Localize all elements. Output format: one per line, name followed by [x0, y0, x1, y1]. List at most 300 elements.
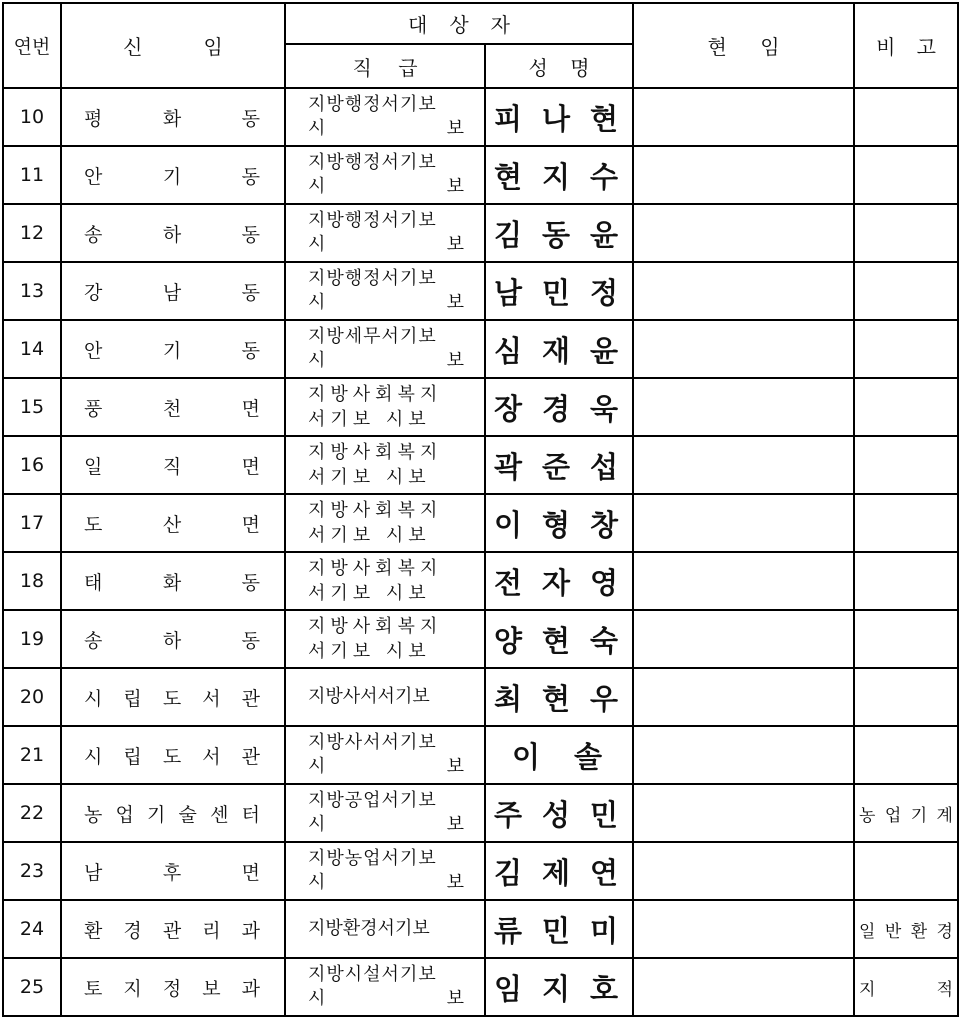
- name-char: 준: [542, 449, 577, 484]
- table-row: [3, 610, 958, 668]
- name-char: 곽: [493, 449, 528, 484]
- rank-cell: [285, 784, 485, 842]
- name-char: 현: [493, 159, 528, 194]
- rank-cell: [285, 262, 485, 320]
- table-row: [3, 958, 958, 1016]
- remarks-char: 지: [859, 979, 876, 1000]
- new-post-char: 기: [162, 339, 182, 362]
- row-number: 11: [3, 146, 61, 204]
- table-row: [3, 88, 958, 146]
- new-post-char: 남: [162, 281, 182, 304]
- name-char: 지: [542, 159, 577, 194]
- header-char: 성: [528, 55, 548, 80]
- header-char: 현: [707, 35, 727, 59]
- table-row: [3, 552, 958, 610]
- rank-char: 보: [446, 176, 464, 197]
- table-row: [3, 204, 958, 262]
- new-post-cell: [61, 958, 285, 1016]
- row-number: 24: [3, 900, 61, 958]
- name-char: 심: [493, 333, 528, 368]
- current-post-cell: [633, 610, 854, 668]
- new-post-char: 면: [241, 397, 260, 420]
- rank-cell: [285, 146, 485, 204]
- name-cell: [485, 552, 633, 610]
- current-post-cell: [633, 842, 854, 900]
- rank-line: 서기보 시보: [308, 409, 431, 430]
- new-post-char: 토: [84, 977, 103, 1000]
- current-post-cell: [633, 552, 854, 610]
- new-post-cell: [61, 320, 285, 378]
- new-post-char: 업: [115, 803, 134, 826]
- rank-cell: [285, 204, 485, 262]
- rank-char: 보: [446, 118, 464, 139]
- rank-char: 시: [308, 872, 326, 893]
- new-post-char: 시: [84, 745, 103, 768]
- new-post-cell: [61, 668, 285, 726]
- name-cell: [485, 320, 633, 378]
- new-post-cell: [61, 378, 285, 436]
- name-char: 양: [493, 623, 528, 658]
- current-post-cell: [633, 726, 854, 784]
- new-post-char: 도: [162, 687, 182, 710]
- new-post-char: 면: [241, 513, 260, 536]
- new-post-char: 동: [241, 107, 260, 130]
- new-post-char: 송: [84, 223, 103, 246]
- header-new-post: [61, 3, 285, 88]
- header-remarks: [854, 3, 958, 88]
- rank-line: 지방사회복지: [308, 384, 443, 405]
- remarks-cell: [854, 494, 958, 552]
- current-post-cell: [633, 494, 854, 552]
- rank-char: 보: [446, 350, 464, 371]
- header-current-post: [633, 3, 854, 88]
- new-post-cell: [61, 436, 285, 494]
- new-post-char: 센: [210, 803, 229, 826]
- remarks-char: 기: [910, 805, 928, 826]
- table-body: [3, 88, 958, 1016]
- row-number: 15: [3, 378, 61, 436]
- table-row: [3, 320, 958, 378]
- rank-cell: [285, 494, 485, 552]
- header-char: 직: [352, 55, 372, 80]
- name-char: 동: [542, 217, 577, 252]
- name-char: 이: [512, 739, 547, 774]
- row-number: 14: [3, 320, 61, 378]
- rank-cell: [285, 958, 485, 1016]
- new-post-char: 산: [162, 513, 182, 536]
- rank-line: [308, 755, 464, 779]
- remarks-cell: [854, 552, 958, 610]
- rank-line: 지방행정서기보: [308, 210, 437, 231]
- name-char: 윤: [590, 333, 625, 368]
- new-post-cell: [61, 726, 285, 784]
- current-post-cell: [633, 320, 854, 378]
- new-post-cell: [61, 146, 285, 204]
- table-row: [3, 436, 958, 494]
- row-number: 16: [3, 436, 61, 494]
- remarks-char: 업: [884, 805, 902, 826]
- row-number: 13: [3, 262, 61, 320]
- new-post-cell: [61, 784, 285, 842]
- rank-char: 보: [446, 234, 464, 255]
- current-post-cell: [633, 378, 854, 436]
- new-post-char: 동: [241, 281, 260, 304]
- name-char: 민: [542, 275, 577, 310]
- new-post-char: 터: [241, 803, 260, 826]
- header-rank-text: [286, 52, 484, 81]
- remarks-cell: [854, 726, 958, 784]
- new-post-char: 지: [123, 977, 142, 1000]
- rank-line: 서기보 시보: [308, 641, 431, 662]
- header-seq: 연번: [3, 3, 61, 88]
- name-char: 김: [493, 217, 528, 252]
- name-char: 숙: [590, 623, 625, 658]
- rank-line: 지방사회복지: [308, 500, 443, 521]
- rank-char: 시: [308, 814, 326, 835]
- header-char: 자: [490, 13, 510, 37]
- rank-char: 시: [308, 350, 326, 371]
- rank-char: 시: [308, 756, 326, 777]
- table-row: [3, 784, 958, 842]
- name-char: 김: [493, 855, 528, 890]
- header-char: 급: [398, 55, 418, 80]
- name-char: 수: [590, 159, 625, 194]
- name-char: 민: [590, 797, 625, 832]
- new-post-char: 안: [84, 165, 103, 188]
- name-char: 지: [542, 971, 577, 1006]
- new-post-char: 보: [202, 977, 221, 1000]
- rank-line: [308, 175, 464, 199]
- new-post-char: 직: [162, 455, 182, 478]
- header-rank: [285, 44, 485, 88]
- current-post-cell: [633, 204, 854, 262]
- rank-line: 지방시설서기보: [308, 964, 437, 985]
- remarks-cell: [854, 88, 958, 146]
- new-post-char: 일: [84, 455, 103, 478]
- new-post-char: 면: [241, 455, 260, 478]
- name-cell: [485, 494, 633, 552]
- row-number: 20: [3, 668, 61, 726]
- name-char: 현: [590, 101, 625, 136]
- row-number: 25: [3, 958, 61, 1016]
- new-post-char: 남: [84, 861, 103, 884]
- name-cell: [485, 900, 633, 958]
- rank-text: 지방환경서기보: [308, 918, 430, 939]
- new-post-cell: [61, 494, 285, 552]
- rank-char: 보: [446, 292, 464, 313]
- remarks-cell: [854, 320, 958, 378]
- name-char: 제: [542, 855, 577, 890]
- remarks-cell: [854, 146, 958, 204]
- rank-line: [308, 987, 464, 1011]
- rank-line: 서기보 시보: [308, 525, 431, 546]
- new-post-char: 술: [178, 803, 197, 826]
- new-post-cell: [61, 552, 285, 610]
- remarks-cell: [854, 262, 958, 320]
- name-cell: [485, 842, 633, 900]
- new-post-char: 관: [241, 687, 260, 710]
- name-char: 류: [493, 913, 528, 948]
- rank-line: 지방사서서기보: [308, 732, 437, 753]
- name-char: 연: [590, 855, 625, 890]
- rank-text: 지방사서서기보: [308, 686, 430, 707]
- name-char: 주: [493, 797, 528, 832]
- name-char: 영: [590, 565, 625, 600]
- header-char: 고: [916, 35, 936, 59]
- rank-line: 지방사회복지: [308, 558, 443, 579]
- name-char: 최: [493, 681, 528, 716]
- header-remarks-text: [855, 31, 957, 60]
- new-post-char: 동: [241, 339, 260, 362]
- name-char: 미: [590, 913, 625, 948]
- name-char: 창: [590, 507, 625, 542]
- remarks-char: 반: [884, 921, 902, 942]
- remarks-cell: [854, 842, 958, 900]
- new-post-cell: [61, 900, 285, 958]
- new-post-char: 정: [162, 977, 182, 1000]
- remarks-cell: [854, 378, 958, 436]
- rank-line: [308, 291, 464, 315]
- name-char: 남: [493, 275, 528, 310]
- remarks-cell: [854, 610, 958, 668]
- row-number: 21: [3, 726, 61, 784]
- new-post-char: 관: [162, 919, 182, 942]
- header-name: [485, 44, 633, 88]
- current-post-cell: [633, 262, 854, 320]
- name-char: 솔: [574, 739, 609, 774]
- rank-cell: [285, 378, 485, 436]
- new-post-cell: [61, 842, 285, 900]
- header-char: 신: [123, 35, 143, 59]
- name-char: 임: [493, 971, 528, 1006]
- table-row: [3, 378, 958, 436]
- rank-char: 시: [308, 988, 326, 1009]
- rank-cell: [285, 88, 485, 146]
- rank-char: 시: [308, 118, 326, 139]
- row-number: 23: [3, 842, 61, 900]
- header-char: 임: [760, 35, 780, 59]
- rank-line: 지방농업서기보: [308, 848, 437, 869]
- remarks-char: 계: [936, 805, 953, 826]
- new-post-cell: [61, 262, 285, 320]
- new-post-char: 기: [162, 165, 182, 188]
- name-char: 나: [542, 101, 577, 136]
- rank-line: 서기보 시보: [308, 467, 431, 488]
- rank-char: 시: [308, 176, 326, 197]
- new-post-char: 송: [84, 629, 103, 652]
- remarks-cell: [854, 900, 958, 958]
- new-post-char: 태: [84, 571, 103, 594]
- rank-char: 시: [308, 292, 326, 313]
- new-post-char: 과: [241, 977, 260, 1000]
- new-post-char: 립: [123, 687, 142, 710]
- new-post-char: 관: [241, 745, 260, 768]
- new-post-char: 경: [123, 919, 142, 942]
- name-char: 섭: [590, 449, 625, 484]
- new-post-char: 기: [147, 803, 166, 826]
- name-char: 정: [590, 275, 625, 310]
- new-post-char: 동: [241, 165, 260, 188]
- rank-cell: [285, 842, 485, 900]
- table-row: [3, 726, 958, 784]
- name-cell: [485, 784, 633, 842]
- table-row: [3, 494, 958, 552]
- name-char: 현: [542, 681, 577, 716]
- name-char: 이: [493, 507, 528, 542]
- current-post-cell: [633, 900, 854, 958]
- remarks-cell: [854, 436, 958, 494]
- new-post-char: 시: [84, 687, 103, 710]
- remarks-cell: [854, 958, 958, 1016]
- remarks-char: 농: [859, 805, 876, 826]
- remarks-cell: [854, 204, 958, 262]
- name-char: 성: [542, 797, 577, 832]
- header-char: 상: [449, 13, 469, 37]
- rank-line: [308, 349, 464, 373]
- rank-line: [308, 813, 464, 837]
- name-cell: [485, 146, 633, 204]
- rank-line: [308, 233, 464, 257]
- rank-cell: [285, 900, 485, 958]
- header-current-post-text: [634, 31, 853, 60]
- name-char: 우: [590, 681, 625, 716]
- name-char: 자: [542, 565, 577, 600]
- new-post-char: 서: [202, 745, 221, 768]
- rank-cell: [285, 320, 485, 378]
- new-post-char: 동: [241, 223, 260, 246]
- table-row: [3, 146, 958, 204]
- name-cell: [485, 958, 633, 1016]
- rank-line: 지방공업서기보: [308, 790, 437, 811]
- new-post-char: 화: [162, 571, 182, 594]
- table-row: [3, 900, 958, 958]
- rank-line: [308, 871, 464, 895]
- name-cell: [485, 262, 633, 320]
- new-post-char: 안: [84, 339, 103, 362]
- name-cell: [485, 668, 633, 726]
- current-post-cell: [633, 668, 854, 726]
- rank-cell: [285, 610, 485, 668]
- new-post-char: 하: [162, 223, 182, 246]
- new-post-char: 과: [241, 919, 260, 942]
- new-post-cell: [61, 610, 285, 668]
- current-post-cell: [633, 146, 854, 204]
- name-cell: [485, 378, 633, 436]
- rank-cell: [285, 552, 485, 610]
- new-post-char: 서: [202, 687, 221, 710]
- rank-line: 지방사회복지: [308, 442, 443, 463]
- remarks-cell: [854, 668, 958, 726]
- new-post-char: 리: [202, 919, 221, 942]
- rank-char: 시: [308, 234, 326, 255]
- new-post-char: 후: [162, 861, 182, 884]
- row-number: 10: [3, 88, 61, 146]
- new-post-char: 강: [84, 281, 103, 304]
- row-number: 18: [3, 552, 61, 610]
- name-cell: [485, 610, 633, 668]
- row-number: 17: [3, 494, 61, 552]
- rank-line: 지방세무서기보: [308, 326, 437, 347]
- name-char: 형: [542, 507, 577, 542]
- rank-char: 보: [446, 756, 464, 777]
- rank-line: 지방행정서기보: [308, 94, 437, 115]
- header-char: 명: [570, 55, 590, 80]
- name-char: 경: [542, 391, 577, 426]
- rank-cell: [285, 668, 485, 726]
- current-post-cell: [633, 784, 854, 842]
- rank-line: 서기보 시보: [308, 583, 431, 604]
- current-post-cell: [633, 958, 854, 1016]
- name-char: 민: [542, 913, 577, 948]
- name-cell: [485, 204, 633, 262]
- new-post-cell: [61, 88, 285, 146]
- name-char: 전: [493, 565, 528, 600]
- personnel-table: [2, 2, 959, 1017]
- name-char: 욱: [590, 391, 625, 426]
- new-post-char: 하: [162, 629, 182, 652]
- rank-cell: [285, 436, 485, 494]
- rank-line: 지방행정서기보: [308, 268, 437, 289]
- new-post-char: 평: [84, 107, 103, 130]
- table-row: [3, 262, 958, 320]
- new-post-cell: [61, 204, 285, 262]
- rank-cell: [285, 726, 485, 784]
- remarks-char: 일: [859, 921, 876, 942]
- name-char: 윤: [590, 217, 625, 252]
- new-post-char: 풍: [84, 397, 103, 420]
- remarks-cell: [854, 784, 958, 842]
- header-subject-text: [286, 9, 632, 38]
- new-post-char: 천: [162, 397, 182, 420]
- name-cell: [485, 436, 633, 494]
- new-post-char: 화: [162, 107, 182, 130]
- header-subject: [285, 3, 633, 44]
- name-char: 현: [542, 623, 577, 658]
- header-new-post-text: [62, 31, 284, 60]
- row-number: 19: [3, 610, 61, 668]
- header-char: 비: [876, 35, 896, 59]
- name-cell: [485, 726, 633, 784]
- header-char: 대: [408, 13, 428, 37]
- rank-char: 보: [446, 988, 464, 1009]
- name-cell: [485, 88, 633, 146]
- name-char: 재: [542, 333, 577, 368]
- rank-line: [308, 117, 464, 141]
- row-number: 12: [3, 204, 61, 262]
- new-post-char: 동: [241, 629, 260, 652]
- header-name-text: [486, 52, 632, 81]
- rank-line: 지방행정서기보: [308, 152, 437, 173]
- remarks-char: 적: [936, 979, 954, 1000]
- remarks-char: 환: [910, 921, 928, 942]
- table-row: [3, 842, 958, 900]
- rank-line: 지방사회복지: [308, 616, 443, 637]
- new-post-char: 동: [241, 571, 260, 594]
- new-post-char: 농: [84, 803, 103, 826]
- row-number: 22: [3, 784, 61, 842]
- rank-char: 보: [446, 814, 464, 835]
- new-post-char: 면: [241, 861, 260, 884]
- new-post-char: 도: [162, 745, 182, 768]
- remarks-char: 경: [936, 921, 953, 942]
- name-char: 장: [493, 391, 528, 426]
- header-char: 임: [203, 35, 223, 59]
- header-row-1: [3, 3, 958, 44]
- rank-char: 보: [446, 872, 464, 893]
- name-char: 호: [590, 971, 625, 1006]
- name-char: 피: [493, 101, 528, 136]
- table-row: [3, 668, 958, 726]
